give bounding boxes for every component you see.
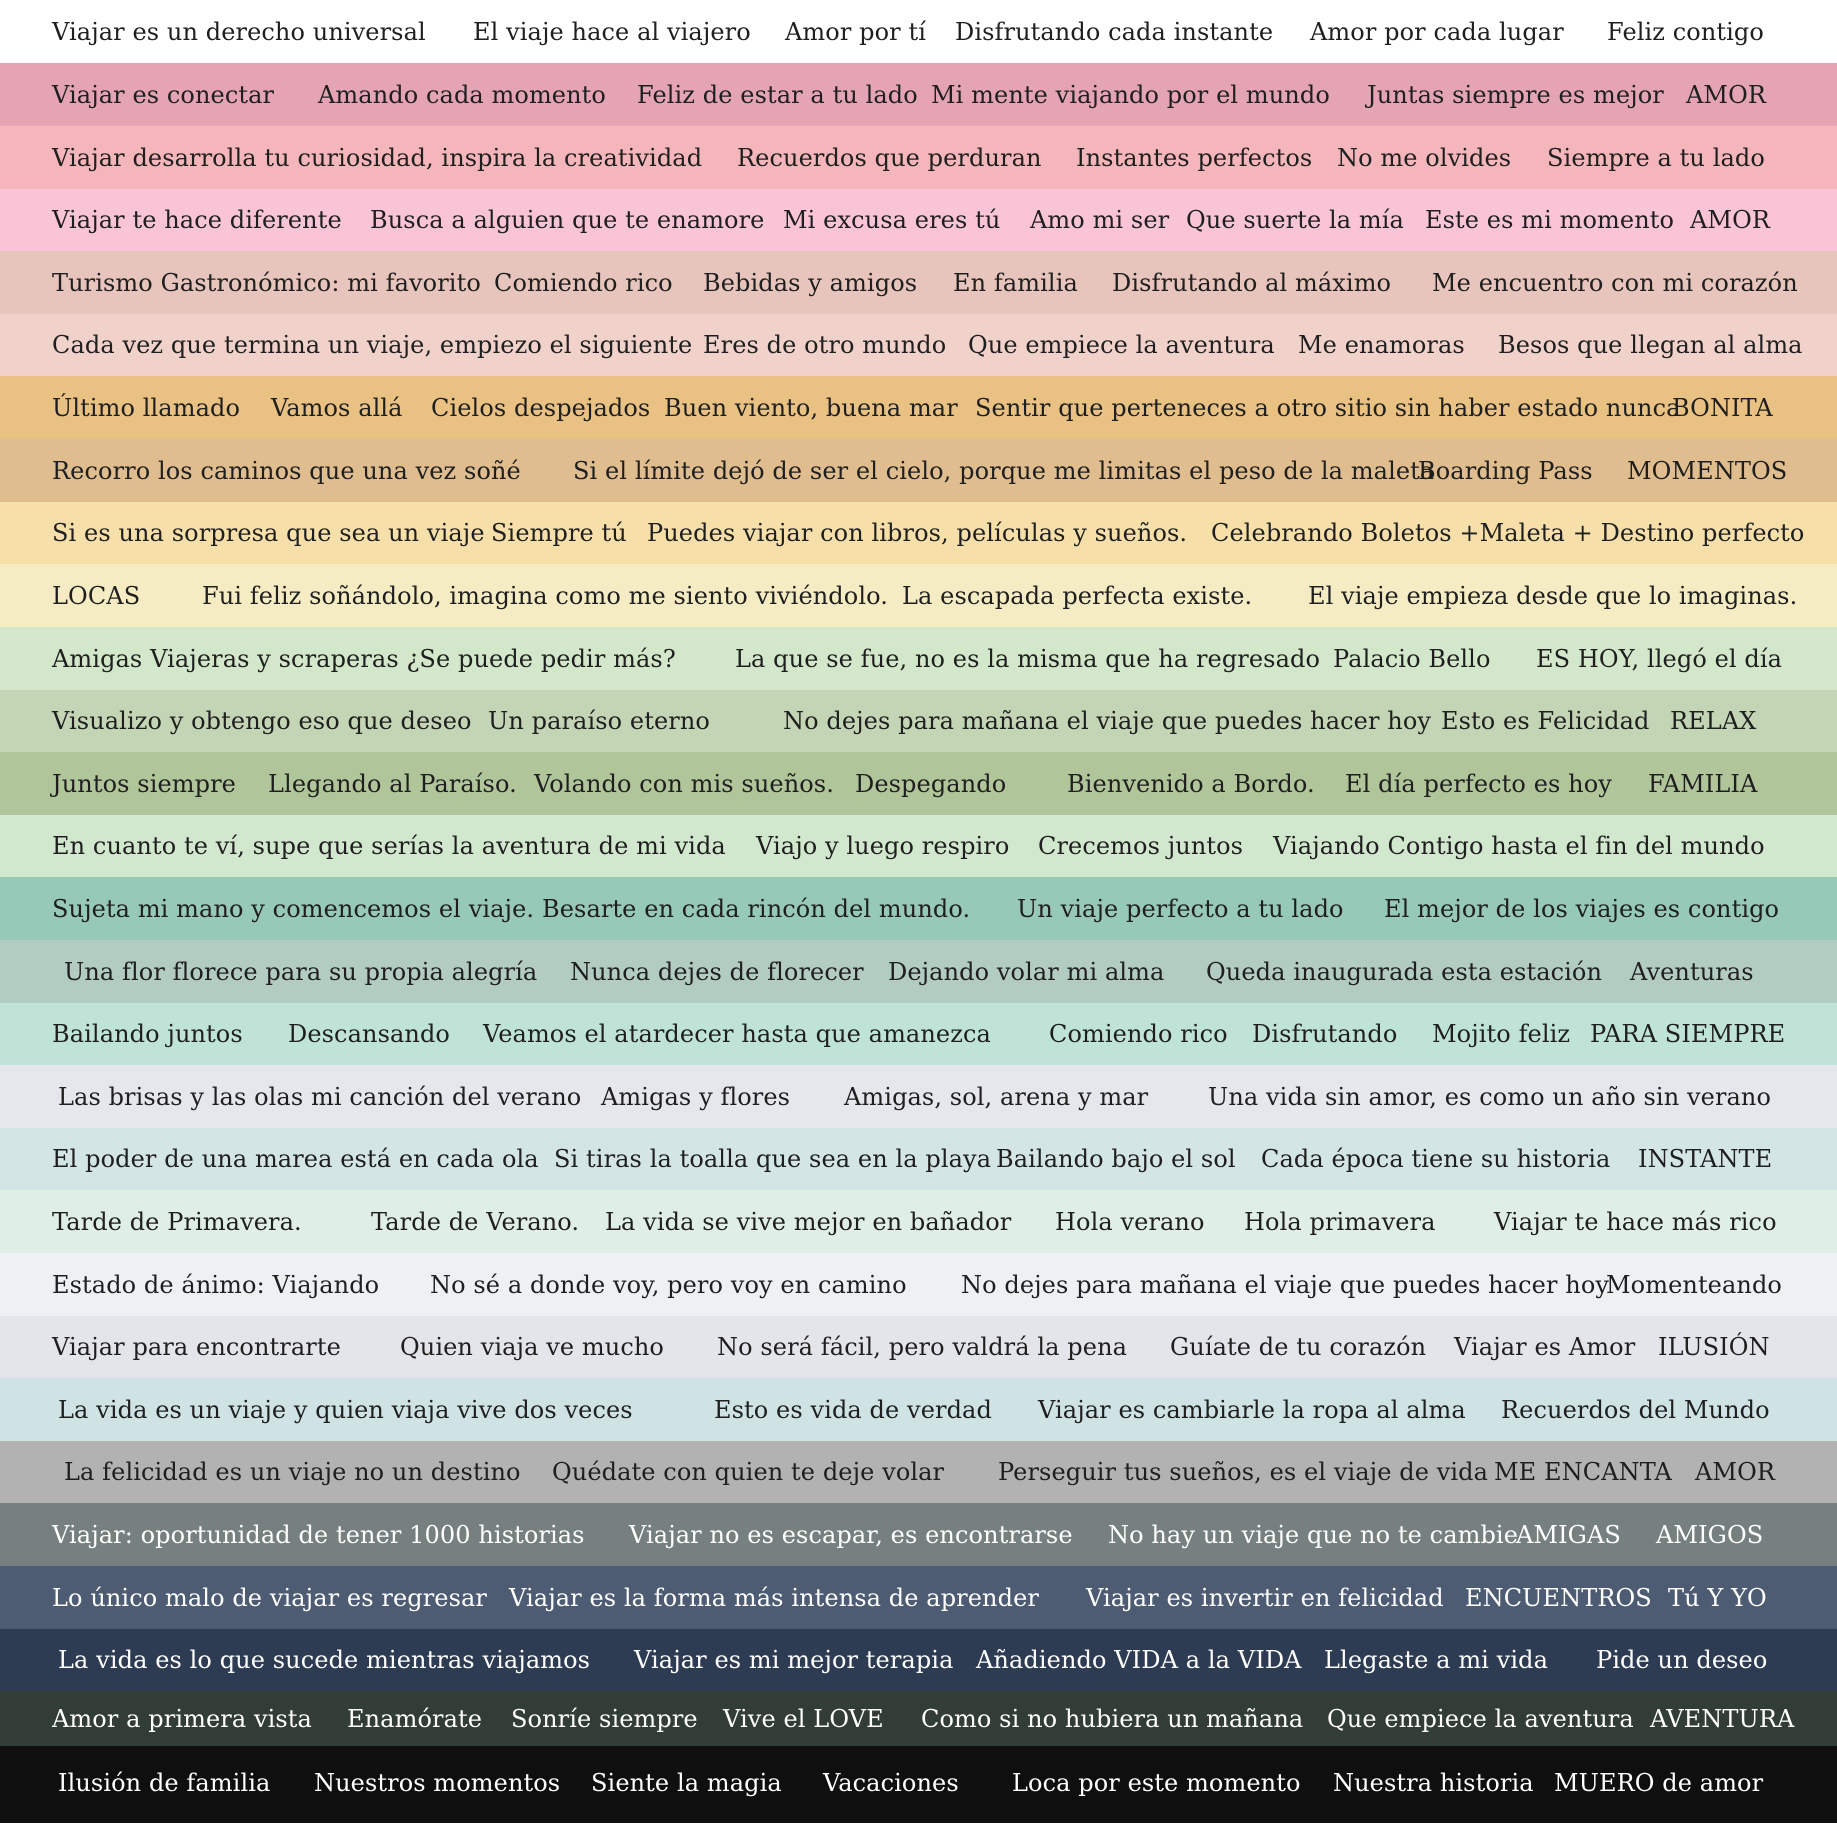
phrase: RELAX [1670, 707, 1757, 735]
phrase: Fui feliz soñándolo, imagina como me siento viviéndolo. [202, 581, 888, 610]
phrase-strip-20 [0, 1190, 1837, 1253]
phrase: Que suerte la mía [1186, 206, 1404, 234]
phrase: Puedes viajar con libros, películas y sueños. [647, 519, 1188, 547]
phrase: Viajo y luego respiro [756, 832, 1010, 860]
phrase-strip-15 [0, 877, 1837, 940]
phrase: Comiendo rico [494, 268, 673, 297]
phrase: Una vida sin amor, es como un año sin verano [1208, 1082, 1772, 1111]
phrase-strip-18 [0, 1065, 1837, 1128]
phrase: Dejando volar mi alma [888, 957, 1165, 986]
phrase: Descansando [288, 1020, 450, 1048]
phrase: Estado de ánimo: Viajando [52, 1270, 380, 1299]
phrase: Feliz contigo [1607, 17, 1764, 46]
phrase-strip-17 [0, 1003, 1837, 1065]
phrase: INSTANTE [1638, 1145, 1773, 1173]
phrase: Busca a alguien que te enamore [370, 206, 765, 234]
phrase: La vida se vive mejor en bañador [605, 1207, 1012, 1236]
phrase: Despegando [855, 769, 1007, 798]
phrase: ES HOY, llegó el día [1536, 644, 1783, 673]
phrase: Sujeta mi mano y comencemos el viaje. [52, 894, 535, 923]
phrase: AMIGOS [1656, 1520, 1764, 1549]
phrase: Amor por cada lugar [1310, 17, 1564, 46]
phrase-strip-8 [0, 439, 1837, 502]
phrase: Nuestra historia [1333, 1769, 1534, 1797]
phrase: Viajar no es escapar, es encontrarse [629, 1520, 1073, 1549]
phrase: Esto es Felicidad [1441, 707, 1650, 735]
phrase-strip-3 [0, 126, 1837, 189]
phrase: Siempre a tu lado [1547, 143, 1765, 172]
phrase: Añadiendo VIDA a la VIDA [976, 1646, 1302, 1674]
phrase: El viaje hace al viajero [473, 17, 751, 46]
phrase: Nunca dejes de florecer [570, 957, 864, 986]
phrase: Amigas y flores [601, 1082, 791, 1111]
phrase: Visualizo y obtengo eso que deseo [52, 707, 472, 735]
phrase: No me olvides [1337, 143, 1512, 172]
phrase: No será fácil, pero valdrá la pena [717, 1333, 1128, 1361]
phrase: Juntas siempre es mejor [1367, 80, 1664, 109]
phrase: Cada época tiene su historia [1261, 1145, 1611, 1173]
phrase: AMIGAS [1516, 1520, 1621, 1549]
phrase: El día perfecto es hoy [1345, 769, 1612, 798]
phrase: Viajar es un derecho universal [52, 17, 426, 46]
phrase: Vamos allá [271, 393, 403, 422]
phrase: Esto es vida de verdad [714, 1395, 992, 1424]
phrase: Ilusión de familia [58, 1769, 271, 1797]
phrase: Pide un deseo [1596, 1646, 1768, 1674]
phrase: Viajar te hace más rico [1494, 1207, 1777, 1236]
phrase: Buen viento, buena mar [664, 393, 958, 422]
phrase: Amor por tí [785, 17, 926, 46]
phrase: Cielos despejados [431, 393, 651, 422]
phrase: Quien viaja ve mucho [400, 1333, 664, 1361]
phrase: AVENTURA [1650, 1704, 1795, 1733]
phrase-strip-4 [0, 189, 1837, 251]
phrase: No dejes para mañana el viaje que puedes hacer hoy [783, 707, 1432, 735]
phrase: Que empiece la aventura [968, 331, 1275, 359]
phrase-strip-16 [0, 940, 1837, 1003]
phrase: Palacio Bello [1333, 644, 1491, 673]
phrase: Cada vez que termina un viaje, empiezo el siguiente [52, 331, 693, 359]
phrase: Siempre tú [491, 519, 627, 547]
phrase: Disfrutando [1252, 1020, 1398, 1048]
phrase: Boarding Pass [1418, 456, 1593, 485]
phrase: Mi mente viajando por el mundo [931, 80, 1330, 109]
phrase: ENCUENTROS [1465, 1583, 1652, 1612]
phrase: La vida es lo que sucede mientras viajamos [58, 1646, 591, 1674]
phrase: Amigas Viajeras y scraperas ¿Se puede pedir más? [52, 644, 676, 673]
phrase: Viajar es conectar [52, 80, 275, 109]
phrase: PARA SIEMPRE [1590, 1020, 1786, 1048]
phrase: Enamórate [347, 1704, 483, 1733]
phrase: Viajar es Amor [1454, 1333, 1636, 1361]
phrase-strip-5 [0, 251, 1837, 314]
phrase: Bebidas y amigos [703, 268, 918, 297]
phrase: Viajar te hace diferente [52, 206, 342, 234]
phrase-strip-2 [0, 63, 1837, 126]
phrase: Vacaciones [823, 1769, 959, 1797]
phrase: AMOR [1690, 206, 1771, 234]
phrase: Hola primavera [1244, 1207, 1436, 1236]
phrase: Amigas, sol, arena y mar [844, 1082, 1149, 1111]
phrase: Aventuras [1630, 957, 1754, 986]
phrase: Nuestros momentos [314, 1769, 561, 1797]
phrase: Viajar para encontrarte [52, 1333, 341, 1361]
phrase: Me encuentro con mi corazón [1432, 268, 1798, 297]
phrase-strip-14 [0, 815, 1837, 877]
phrase: Siente la magia [591, 1769, 782, 1797]
phrase: Una flor florece para su propia alegría [64, 957, 538, 986]
phrase: Juntos siempre [52, 769, 236, 798]
phrase: En cuanto te ví, supe que serías la aventura de mi vida [52, 832, 726, 860]
phrase: Como si no hubiera un mañana [921, 1704, 1304, 1733]
phrase: Lo único malo de viajar es regresar [52, 1583, 487, 1612]
phrase: Recorro los caminos que una vez soñé [52, 456, 521, 485]
phrase-strip-22 [0, 1316, 1837, 1378]
phrase: Me enamoras [1298, 331, 1465, 359]
phrase: Besos que llegan al alma [1498, 331, 1803, 359]
phrase: El viaje empieza desde que lo imaginas. [1308, 581, 1798, 610]
phrase-strip-6 [0, 314, 1837, 376]
phrase-strip-28 [0, 1691, 1837, 1746]
phrase: Llegaste a mi vida [1324, 1646, 1548, 1674]
phrase: FAMILIA [1648, 769, 1758, 798]
phrase: Instantes perfectos [1076, 143, 1313, 172]
phrase: ILUSIÓN [1658, 1333, 1770, 1361]
phrase: Si tiras la toalla que sea en la playa [554, 1145, 992, 1173]
phrase: Un viaje perfecto a tu lado [1017, 894, 1344, 923]
phrase: Celebrando Boletos +Maleta + Destino perfecto [1211, 519, 1805, 547]
phrase: Recuerdos que perduran [737, 143, 1042, 172]
phrase: Viajando Contigo hasta el fin del mundo [1273, 832, 1765, 860]
phrase: Comiendo rico [1049, 1020, 1228, 1048]
phrase: Guíate de tu corazón [1170, 1333, 1427, 1361]
phrase: Perseguir tus sueños, es el viaje de vida [998, 1458, 1489, 1486]
phrase: Viajar es invertir en felicidad [1086, 1583, 1444, 1612]
phrase: Amo mi ser [1030, 206, 1170, 234]
phrase: Que empiece la aventura [1327, 1704, 1634, 1733]
phrase-strip-26 [0, 1566, 1837, 1629]
phrase-strip-19 [0, 1128, 1837, 1190]
phrase: Bienvenido a Bordo. [1067, 769, 1315, 798]
phrase: Eres de otro mundo [703, 331, 947, 359]
phrase: La vida es un viaje y quien viaja vive dos veces [58, 1395, 633, 1424]
phrase: Si es una sorpresa que sea un viaje [52, 519, 485, 547]
phrase: Crecemos juntos [1038, 832, 1244, 860]
phrase: Si el límite dejó de ser el cielo, porque me limitas el peso de la maleta [573, 456, 1435, 485]
phrase: No sé a donde voy, pero voy en camino [430, 1270, 907, 1299]
phrase-strip-24 [0, 1441, 1837, 1503]
phrase: MOMENTOS [1627, 456, 1788, 485]
phrase: MUERO de amor [1554, 1769, 1764, 1797]
phrase: No dejes para mañana el viaje que puedes hacer hoy [961, 1270, 1610, 1299]
phrase: No hay un viaje que no te cambie [1108, 1520, 1519, 1549]
phrase: Vive el LOVE [723, 1704, 884, 1733]
phrase-strip-21 [0, 1253, 1837, 1316]
phrase: La felicidad es un viaje no un destino [64, 1458, 521, 1486]
phrase-strip-10 [0, 564, 1837, 627]
phrase-strip-12 [0, 690, 1837, 752]
phrase-strip-7 [0, 376, 1837, 439]
phrase-strip-13 [0, 752, 1837, 815]
phrase: Tarde de Primavera. [52, 1207, 302, 1236]
phrase: Amor a primera vista [52, 1704, 312, 1733]
phrase: Las brisas y las olas mi canción del verano [58, 1082, 582, 1111]
phrase: AMOR [1695, 1458, 1776, 1486]
phrase: La que se fue, no es la misma que ha regresado [735, 644, 1321, 673]
phrase: ME ENCANTA [1494, 1458, 1672, 1486]
phrase: Loca por este momento [1012, 1769, 1301, 1797]
phrase-strip-1 [0, 0, 1837, 63]
phrase: Queda inaugurada esta estación [1206, 957, 1603, 986]
phrase: Viajar es cambiarle la ropa al alma [1038, 1395, 1466, 1424]
phrase: Amando cada momento [318, 80, 606, 109]
phrase: Turismo Gastronómico: mi favorito [52, 268, 481, 297]
phrase: Bailando bajo el sol [996, 1145, 1236, 1173]
phrase-strip-27 [0, 1629, 1837, 1691]
phrase: En familia [953, 268, 1078, 297]
phrase: BONITA [1672, 393, 1773, 422]
phrase: Quédate con quien te deje volar [552, 1458, 945, 1486]
phrase: Viajar desarrolla tu curiosidad, inspira la creatividad [52, 143, 703, 172]
phrase: Bailando juntos [52, 1020, 243, 1048]
phrase: Tarde de Verano. [371, 1207, 580, 1236]
phrase: Besarte en cada rincón del mundo. [542, 894, 971, 923]
phrase-strip-29 [0, 1746, 1837, 1823]
phrase-strip-25 [0, 1503, 1837, 1566]
phrase: LOCAS [52, 581, 141, 610]
phrase-strip-23 [0, 1378, 1837, 1441]
phrase: Sentir que perteneces a otro sitio sin haber estado nunca [975, 393, 1681, 422]
phrase: Sonríe siempre [511, 1704, 698, 1733]
phrase: Este es mi momento [1425, 206, 1675, 234]
phrase: La escapada perfecta existe. [902, 581, 1253, 610]
phrase-strip-11 [0, 627, 1837, 690]
phrase: Último llamado [52, 393, 240, 422]
phrase: El mejor de los viajes es contigo [1384, 894, 1780, 923]
phrase: Veamos el atardecer hasta que amanezca [483, 1020, 991, 1048]
phrase: Disfrutando cada instante [955, 17, 1274, 46]
phrase: Llegando al Paraíso. [268, 769, 517, 798]
phrase: Viajar: oportunidad de tener 1000 historias [52, 1520, 585, 1549]
phrase: AMOR [1686, 80, 1767, 109]
phrase: Viajar es la forma más intensa de aprender [509, 1583, 1039, 1612]
phrase: Mi excusa eres tú [783, 206, 1001, 234]
phrase: Un paraíso eterno [488, 707, 710, 735]
phrase-strip-9 [0, 502, 1837, 564]
phrase: Recuerdos del Mundo [1501, 1395, 1770, 1424]
phrase: El poder de una marea está en cada ola [52, 1145, 539, 1173]
phrase: Mojito feliz [1432, 1020, 1571, 1048]
phrase: Tú Y YO [1668, 1583, 1767, 1612]
phrase: Disfrutando al máximo [1112, 268, 1392, 297]
phrase: Momenteando [1606, 1270, 1782, 1299]
phrase: Hola verano [1055, 1207, 1205, 1236]
phrase: Feliz de estar a tu lado [637, 80, 918, 109]
phrase: Viajar es mi mejor terapia [634, 1646, 954, 1674]
phrase: Volando con mis sueños. [534, 769, 834, 798]
